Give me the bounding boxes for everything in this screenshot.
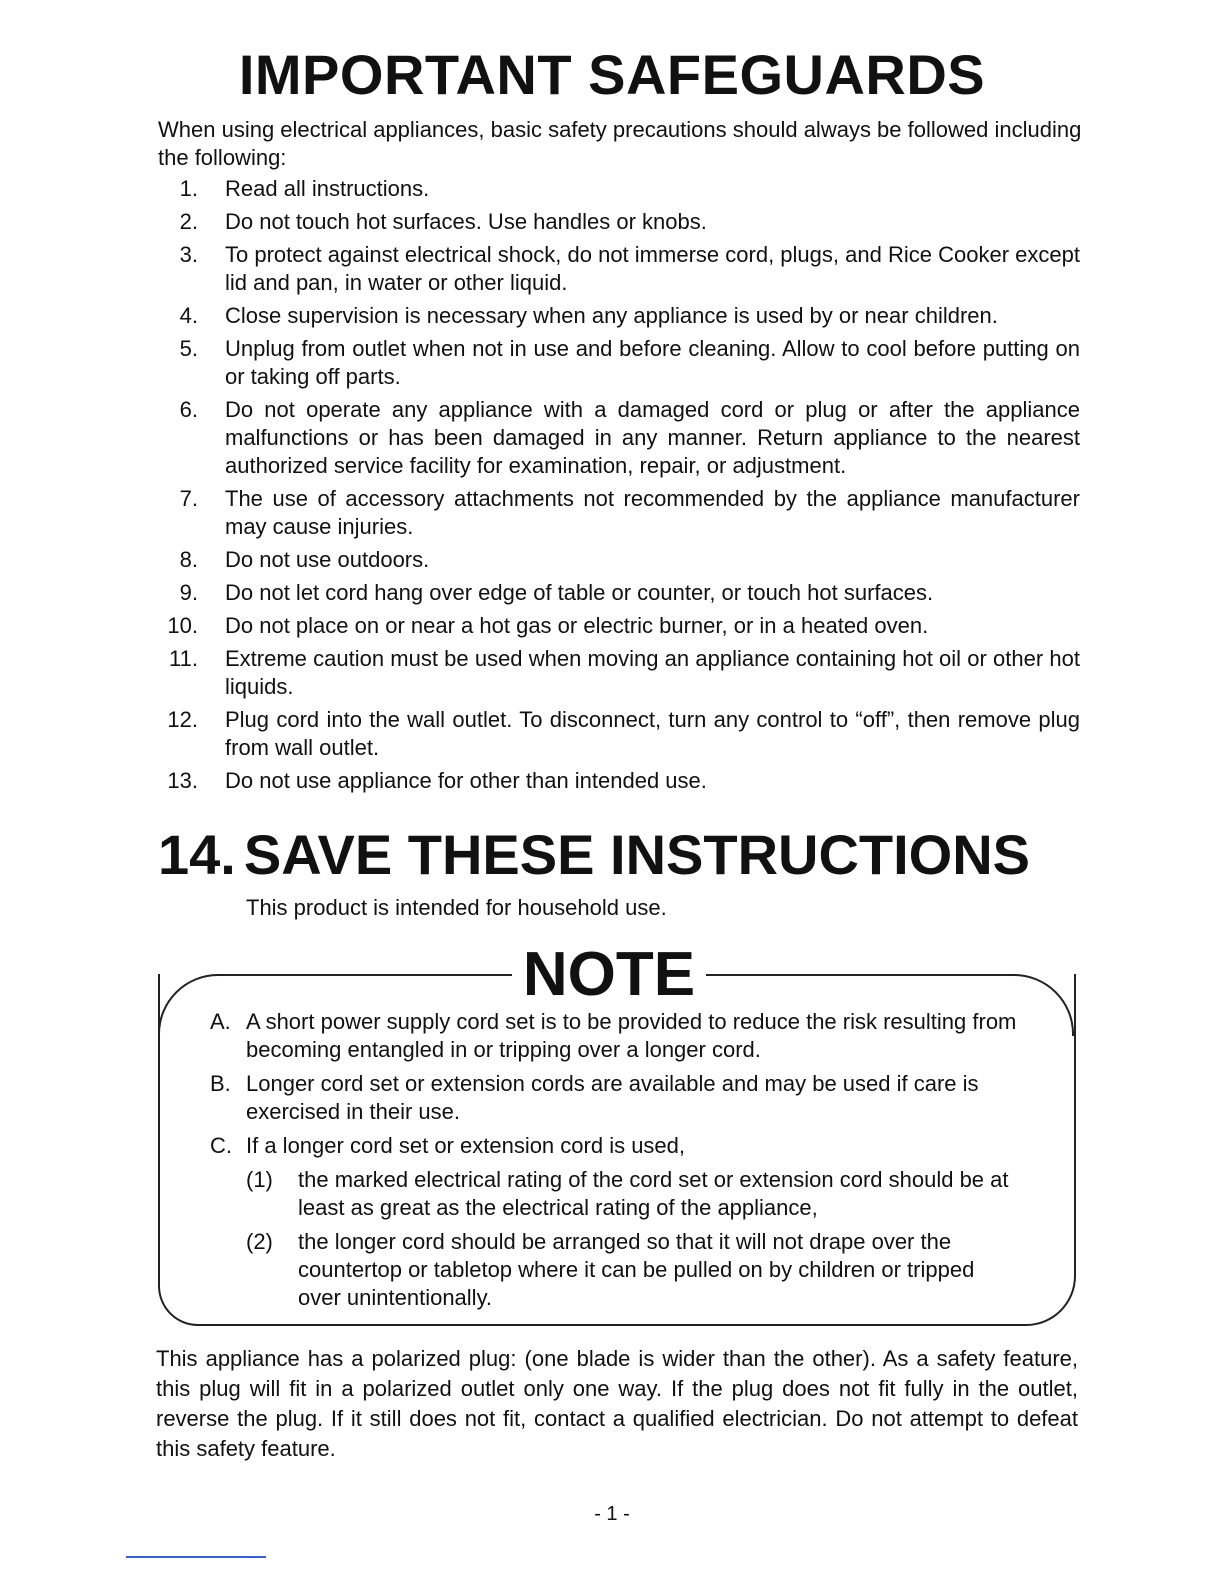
item-text: The use of accessory attachments not recommended by the appliance manufacturer may cause injuries. xyxy=(225,486,1080,539)
note-text: If a longer cord set or extension cord is used, xyxy=(246,1133,686,1158)
item-text: Do not place on or near a hot gas or electric burner, or in a heated oven. xyxy=(225,613,929,638)
list-item xyxy=(158,335,1080,391)
page-number: - 1 - xyxy=(594,1503,630,1525)
list-item xyxy=(158,175,1080,203)
list-item xyxy=(158,208,1080,236)
note-sub-item xyxy=(246,1166,1020,1222)
list-item xyxy=(158,579,1080,607)
note-sub-item xyxy=(246,1228,1020,1312)
note-text: A short power supply cord set is to be provided to reduce the risk resulting from becoming entangled in or tripping over a longer cord. xyxy=(246,1009,1017,1062)
item-text: Unplug from outlet when not in use and before cleaning. Allow to cool before putting on or taking off parts. xyxy=(225,336,1080,389)
sub-text: the longer cord should be arranged so that it will not drape over the countertop or tabletop where it can be pulled on by children or tripped over unintentionally. xyxy=(298,1229,975,1310)
save-number: 14. xyxy=(158,823,236,886)
note-letter: A. xyxy=(210,1009,231,1034)
item-number: 13. xyxy=(167,768,198,793)
item-number: 9. xyxy=(179,580,198,605)
note-list xyxy=(210,1008,1020,1318)
item-number: 12. xyxy=(167,707,198,732)
item-text: Plug cord into the wall outlet. To disconnect, turn any control to “off”, then remove plug from wall outlet. xyxy=(225,707,1080,760)
intro-paragraph: When using electrical appliances, basic safety precautions should always be followed including the following: xyxy=(158,117,1082,170)
list-item xyxy=(158,767,1080,795)
item-text: Do not let cord hang over edge of table or counter, or touch hot surfaces. xyxy=(225,580,934,605)
note-letter: C. xyxy=(210,1133,232,1158)
item-number: 1. xyxy=(179,176,198,201)
item-text: Do not operate any appliance with a damaged cord or plug or after the appliance malfunctions or has been damaged in any manner. Return appliance to the nearest authorized service facility for examination, repair, or adjustment. xyxy=(225,397,1080,478)
list-item xyxy=(158,612,1080,640)
list-item xyxy=(158,485,1080,541)
item-text: Read all instructions. xyxy=(225,176,430,201)
item-number: 7. xyxy=(179,486,198,511)
item-text: Close supervision is necessary when any appliance is used by or near children. xyxy=(225,303,998,328)
safeguards-list xyxy=(158,175,1080,800)
item-number: 3. xyxy=(179,242,198,267)
item-text: Extreme caution must be used when moving an appliance containing hot oil or other hot liquids. xyxy=(225,646,1080,699)
note-sub-list xyxy=(246,1166,1020,1312)
polarized-plug-paragraph: This appliance has a polarized plug: (one blade is wider than the other). As a safety feature, this plug will fit in a polarized outlet only one way. If the plug does not fit fully in the outlet, reverse the plug. If it still does not fit, contact a qualified electrician. Do not attempt to defeat this safety feature. xyxy=(156,1346,1078,1461)
note-item xyxy=(210,1070,1020,1126)
item-number: 10. xyxy=(167,613,198,638)
footer-rule xyxy=(126,1556,266,1558)
list-item xyxy=(158,241,1080,297)
household-use-note: This product is intended for household use. xyxy=(246,895,667,920)
page-title: IMPORTANT SAFEGUARDS xyxy=(238,43,986,106)
note-title: NOTE xyxy=(512,940,706,1010)
list-item xyxy=(158,706,1080,762)
item-text: Do not use appliance for other than intended use. xyxy=(225,768,707,793)
save-text: SAVE THESE INSTRUCTIONS xyxy=(243,823,1031,886)
sub-text: the marked electrical rating of the cord set or extension cord should be at least as great as the electrical rating of the appliance, xyxy=(298,1167,1009,1220)
list-item xyxy=(158,302,1080,330)
sub-number: (1) xyxy=(246,1167,273,1192)
note-letter: B. xyxy=(210,1071,231,1096)
note-text: Longer cord set or extension cords are available and may be used if care is exercised in their use. xyxy=(246,1071,979,1124)
list-item xyxy=(158,645,1080,701)
list-item xyxy=(158,546,1080,574)
item-number: 6. xyxy=(179,397,198,422)
save-instructions-heading xyxy=(158,820,1158,890)
item-text: To protect against electrical shock, do not immerse cord, plugs, and Rice Cooker except lid and pan, in water or other liquid. xyxy=(225,242,1080,295)
item-number: 11. xyxy=(169,646,198,671)
item-text: Do not touch hot surfaces. Use handles or knobs. xyxy=(225,209,707,234)
item-number: 4. xyxy=(179,303,198,328)
item-number: 2. xyxy=(179,209,198,234)
item-number: 5. xyxy=(179,336,198,361)
item-text: Do not use outdoors. xyxy=(225,547,430,572)
sub-number: (2) xyxy=(246,1229,273,1254)
note-item xyxy=(210,1008,1020,1064)
list-item xyxy=(158,396,1080,480)
item-number: 8. xyxy=(179,547,198,572)
note-item xyxy=(210,1132,1020,1312)
